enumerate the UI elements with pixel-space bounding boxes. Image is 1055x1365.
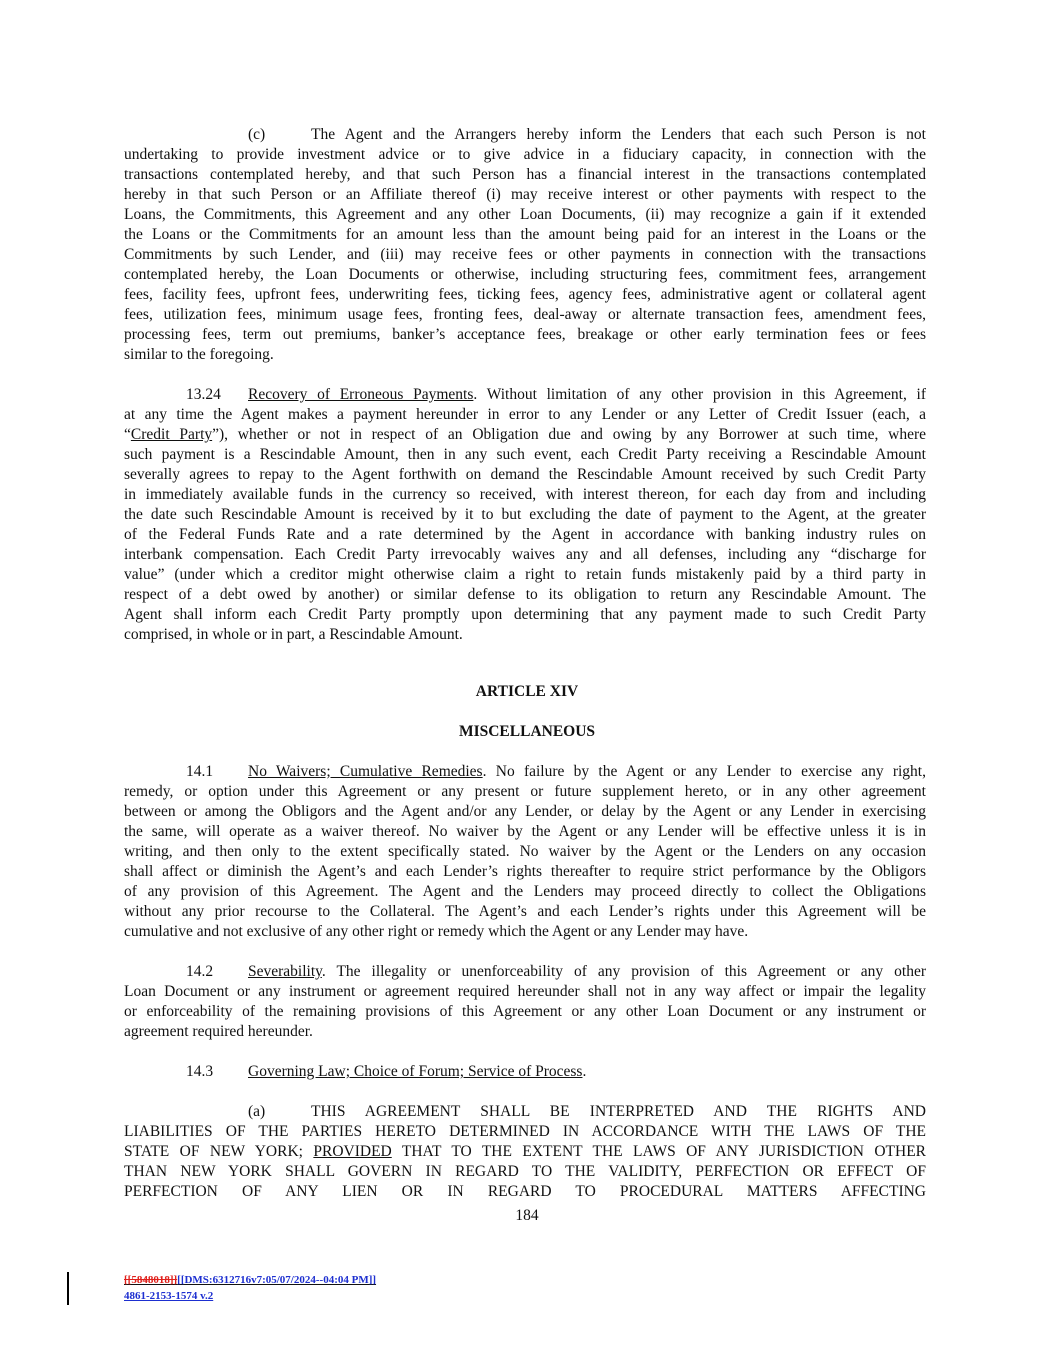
text-line: respect of a debt owed by another) or similar defense to its obligation to return any Rescindable Amount. The — [124, 586, 926, 603]
text-line: comprised, in whole or in part, a Rescindable Amount. — [124, 626, 463, 643]
section-number: (c) — [248, 126, 266, 143]
footer-doc-id — [124, 1273, 376, 1288]
text-line: THAN NEW YORK SHALL GOVERN IN REGARD TO THE VALIDITY, PERFECTION OR EFFECT OF — [124, 1163, 926, 1180]
text-line: Loan Document or any instrument or agreement required hereunder shall not in any way affect or impair the legality — [124, 983, 926, 1000]
footer-doc-number: 4861-2153-1574 v.2 — [124, 1290, 214, 1302]
text-line: the Loans or the Commitments for an amount less than the amount being paid for an interest in the Loans or the — [124, 226, 926, 243]
text-line: between or among the Obligors and the Agent and/or any Lender, or delay by the Agent or any Lender in exercising — [124, 803, 926, 820]
page-number: 184 — [515, 1207, 539, 1224]
text-line: 14.3 Governing Law; Choice of Forum; Service of Process. — [186, 1063, 587, 1080]
text-line: STATE OF NEW YORK; PROVIDED THAT TO THE EXTENT THE LAWS OF ANY JURISDICTION OTHER — [124, 1143, 926, 1160]
footer-inserted-id: [[DMS:6312716v7:05/07/2024--04:04 PM]] — [177, 1274, 377, 1286]
section-14-3-a — [124, 1102, 926, 1202]
text-line: at any time the Agent makes a payment hereunder in error to any Lender or any Letter of Credit Issuer (each, a — [124, 406, 926, 423]
text-line: similar to the foregoing. — [124, 346, 274, 363]
section-number: 14.2 — [186, 963, 214, 980]
change-bar — [67, 1272, 69, 1305]
section-14-3 — [124, 1062, 926, 1082]
text-line: hereby in that such Person or an Affiliate thereof (i) may receive interest or other payments with respect to the — [124, 186, 926, 203]
text-line: or enforceability of the remaining provisions of this Agreement or any other Loan Document or any instrument or — [124, 1003, 926, 1020]
article-title: MISCELLANEOUS — [458, 723, 596, 740]
section-14-2 — [124, 962, 926, 1042]
text-line: contemplated hereby, the Loan Documents or otherwise, including structuring fees, commitment fees, arrangement — [124, 266, 926, 283]
text-line: PERFECTION OF ANY LIEN OR IN REGARD TO PROCEDURAL MATTERS AFFECTING — [124, 1183, 926, 1200]
article-number: ARTICLE XIV — [475, 683, 579, 700]
text-line: the date such Rescindable Amount is received by it to but excluding the date of payment to the Agent, at the greater — [124, 506, 926, 523]
section-number: (a) — [248, 1103, 266, 1120]
underlined-heading: Severability — [248, 963, 322, 980]
section-number: 14.3 — [186, 1063, 214, 1080]
text-line: severally agrees to repay to the Agent forthwith on demand the Rescindable Amount received by such Credit Party — [124, 466, 926, 483]
underlined-heading: Governing Law; Choice of Forum; Service of Process — [248, 1063, 583, 1080]
text-line: “Credit Party”), whether or not in respect of an Obligation due and owing by any Borrower at such time, where — [124, 426, 926, 443]
text-line: 14.1 No Waivers; Cumulative Remedies. No failure by the Agent or any Lender to exercise any right, — [186, 763, 926, 780]
text-line: fees, facility fees, upfront fees, underwriting fees, ticking fees, agency fees, administrative agent or collateral agent — [124, 286, 926, 303]
text-line: shall affect or diminish the Agent’s and each Lender’s rights thereafter to require strict performance by the Obligors — [124, 863, 926, 880]
text-line: value” (under which a creditor might otherwise claim a right to retain funds mistakenly paid by a third party in — [124, 566, 926, 583]
section-number: 13.24 — [186, 386, 221, 403]
paragraph-13-23-c — [124, 125, 926, 365]
text-line: processing fees, term out premiums, banker’s acceptance fees, breakage or other early termination fees or fees — [124, 326, 926, 343]
underlined-heading: Recovery of Erroneous Payments — [248, 386, 474, 403]
text-line: interbank compensation. Each Credit Party irrevocably waives any and all defenses, including any “discharge for — [124, 546, 926, 563]
text-line: (a) THIS AGREEMENT SHALL BE INTERPRETED AND THE RIGHTS AND — [248, 1103, 926, 1120]
text-line: in immediately available funds in the currency so received, with interest thereon, for each day from and including — [124, 486, 926, 503]
text-line: of the Federal Funds Rate and a rate determined by the Agent in accordance with banking industry rules on — [124, 526, 926, 543]
text-line: of any provision of this Agreement. The Agent and the Lenders may proceed directly to collect the Obligations — [124, 883, 926, 900]
section-14-1 — [124, 762, 926, 942]
section-13-24 — [124, 385, 926, 645]
text-line: undertaking to provide investment advice or to give advice in a fiduciary capacity, in connection with the — [124, 146, 926, 163]
underlined-heading: No Waivers; Cumulative Remedies — [248, 763, 483, 780]
text-line: the same, will operate as a waiver thereof. No waiver by the Agent or any Lender will be effective unless it is in — [124, 823, 926, 840]
text-line: Loans, the Commitments, this Agreement and any other Loan Documents, (ii) may recognize a gain if it extended — [124, 206, 926, 223]
section-number: 14.1 — [186, 763, 214, 780]
text-line: transactions contemplated hereby, and that such Person has a financial interest in the transactions contemplated — [124, 166, 926, 183]
text-line: cumulative and not exclusive of any other right or remedy which the Agent or any Lender may have. — [124, 923, 749, 940]
text-line: (c) The Agent and the Arrangers hereby inform the Lenders that each such Person is not — [248, 126, 926, 143]
text-line: fees, utilization fees, minimum usage fees, fronting fees, deal-away or alternate transaction fees, amendment fees, — [124, 306, 926, 323]
text-line: 14.2 Severability. The illegality or unenforceability of any provision of this Agreement or any other — [186, 963, 926, 980]
footer-deleted-id: [[5848018]] — [124, 1274, 178, 1286]
text-line: writing, and then only to the extent specifically stated. No waiver by the Agent or the Lenders on any occasion — [124, 843, 926, 860]
text-line: Agent shall inform each Credit Party promptly upon determining that any payment made to such Credit Party — [124, 606, 926, 623]
text-line: agreement required hereunder. — [124, 1023, 313, 1040]
underlined-heading: PROVIDED — [313, 1143, 392, 1160]
text-line: such payment is a Rescindable Amount, then in any such event, each Credit Party receiving a Rescindable Amount — [124, 446, 926, 463]
underlined-heading: Credit Party — [130, 426, 213, 443]
text-line: without any prior recourse to the Collateral. The Agent’s and each Lender’s rights under this Agreement will be — [124, 903, 926, 920]
text-line: 13.24 Recovery of Erroneous Payments. Without limitation of any other provision in this Agreement, if — [186, 386, 926, 403]
text-line: remedy, or option under this Agreement or any present or future supplement hereto, or in any other agreement — [124, 783, 926, 800]
text-line: LIABILITIES OF THE PARTIES HERETO DETERMINED IN ACCORDANCE WITH THE LAWS OF THE — [124, 1123, 926, 1140]
text-line: Commitments by such Lender, and (iii) may receive fees or other payments in connection with the transactions — [124, 246, 926, 263]
